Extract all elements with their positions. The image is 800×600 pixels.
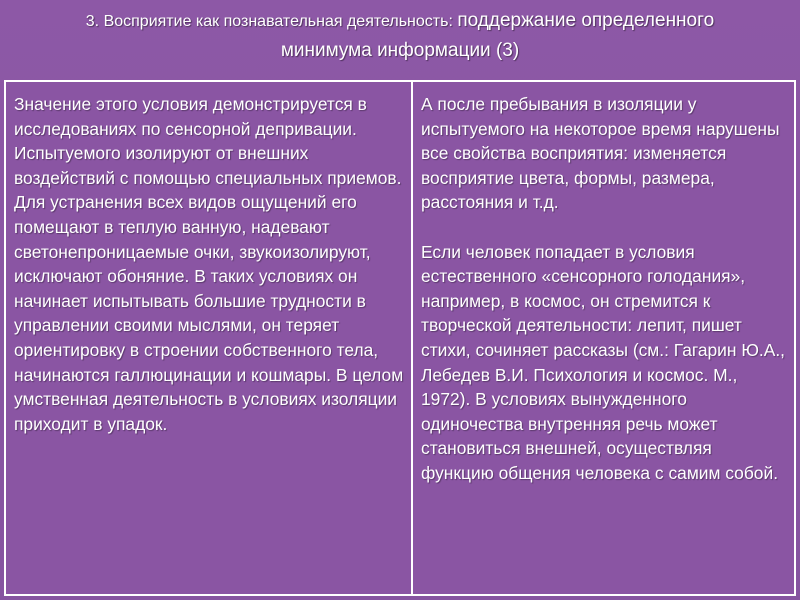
title-line-2: минимума информации (3) bbox=[280, 40, 520, 61]
table-cell-left bbox=[6, 82, 413, 594]
left-paragraph: Значение этого условия демонстрируется в исследованиях по сенсорной депривации. Испытуемого изолируют от внешних воздействий с помощью специальных приемов. Для устранения всех видов ощущений его помещают в теплую ванную, надевают светонепроницаемые очки, звукоизолируют, исключают обоняние. В таких условиях он начинает испытывать большие трудности в управлении своими мыслями, он теряет ориентировку в строении собственного тела, начинаются галлюцинации и кошмары. В целом умственная деятельность в условиях изоляции приходит в упадок. bbox=[14, 94, 404, 434]
right-paragraph-1: А после пребывания в изоляции у испытуемого на некоторое время нарушены все свойства восприятия: изменяется восприятие цвета, формы, размера, расстояния и т.д. bbox=[421, 94, 780, 213]
content-table bbox=[4, 80, 796, 596]
paragraph-gap bbox=[421, 215, 788, 240]
right-paragraph-2: Если человек попадает в условия естественного «сенсорного голодания», например, в космос, он стремится к творческой деятельности: лепит, пишет стихи, сочиняет рассказы (см.: Гагарин Ю.А., Лебедев В.И. Психология и космос. М., 1972). В условиях вынужденного одиночества внутренняя речь может становиться внешней, осуществляя функцию общения человека с самим собой. bbox=[421, 241, 785, 483]
title-line-1 bbox=[0, 6, 800, 36]
slide-title bbox=[0, 6, 800, 65]
title-prefix: 3. Восприятие как познавательная деятельность: bbox=[85, 13, 453, 30]
table-cell-right bbox=[413, 82, 794, 594]
title-accent: поддержание определенного bbox=[457, 10, 715, 31]
